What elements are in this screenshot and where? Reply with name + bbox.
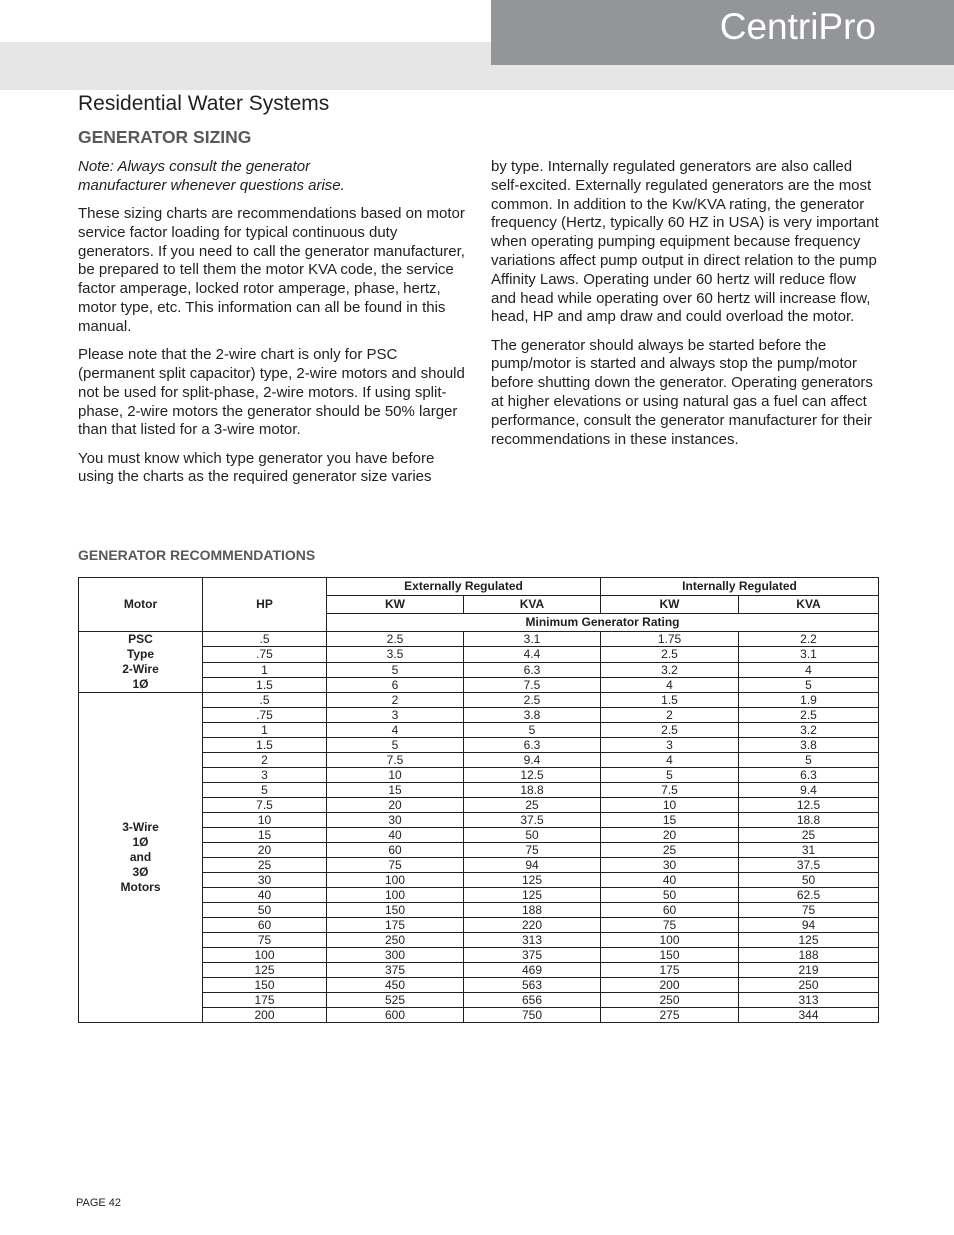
int-kva-cell: 313 xyxy=(739,993,879,1008)
motor-group-label-line: 1Ø xyxy=(132,677,149,691)
ext-kw-cell: 15 xyxy=(327,783,464,798)
int-kw-cell: 100 xyxy=(601,933,739,948)
hp-cell: 15 xyxy=(203,828,327,843)
ext-kw-cell: 60 xyxy=(327,843,464,858)
ext-kw-cell: 3.5 xyxy=(327,647,464,662)
ext-kw-cell: 5 xyxy=(327,738,464,753)
paragraph: You must know which type generator you have before using the charts as the required generator size varies xyxy=(78,449,435,486)
motor-group-label-line: PSC xyxy=(128,632,153,646)
ext-kva-cell: 563 xyxy=(464,978,601,993)
int-kva-cell: 9.4 xyxy=(739,783,879,798)
ext-kva-cell: 3.8 xyxy=(464,708,601,723)
ext-kw-cell: 5 xyxy=(327,662,464,677)
hp-cell: 125 xyxy=(203,963,327,978)
ext-kw-cell: 2.5 xyxy=(327,632,464,647)
ext-kw-cell: 10 xyxy=(327,768,464,783)
header-ext-kva: KVA xyxy=(464,596,601,614)
hp-cell: 7.5 xyxy=(203,798,327,813)
hp-cell: 60 xyxy=(203,918,327,933)
motor-group-label-line: 2-Wire xyxy=(122,662,159,676)
ext-kw-cell: 525 xyxy=(327,993,464,1008)
ext-kw-cell: 40 xyxy=(327,828,464,843)
hp-cell: 1.5 xyxy=(203,738,327,753)
hp-cell: 40 xyxy=(203,888,327,903)
ext-kva-cell: 50 xyxy=(464,828,601,843)
ext-kva-cell: 3.1 xyxy=(464,632,601,647)
header-internally-regulated: Internally Regulated xyxy=(601,578,879,596)
int-kva-cell: 37.5 xyxy=(739,858,879,873)
section-title: Residential Water Systems xyxy=(78,92,330,115)
motor-group-label xyxy=(79,632,203,693)
brand-banner xyxy=(491,0,954,65)
table-row xyxy=(79,693,879,708)
int-kw-cell: 30 xyxy=(601,858,739,873)
hp-cell: .75 xyxy=(203,647,327,662)
ext-kw-cell: 75 xyxy=(327,858,464,873)
header-hp: HP xyxy=(203,578,327,632)
int-kva-cell: 2.5 xyxy=(739,708,879,723)
int-kva-cell: 94 xyxy=(739,918,879,933)
int-kw-cell: 50 xyxy=(601,888,739,903)
ext-kw-cell: 2 xyxy=(327,693,464,708)
ext-kw-cell: 600 xyxy=(327,1008,464,1023)
int-kva-cell: 75 xyxy=(739,903,879,918)
int-kw-cell: 1.75 xyxy=(601,632,739,647)
int-kw-cell: 275 xyxy=(601,1008,739,1023)
ext-kw-cell: 7.5 xyxy=(327,753,464,768)
hp-cell: 1 xyxy=(203,662,327,677)
generator-table xyxy=(78,577,879,1023)
ext-kva-cell: 7.5 xyxy=(464,677,601,692)
hp-cell: 25 xyxy=(203,858,327,873)
motor-group-label xyxy=(79,693,203,1023)
int-kva-cell: 250 xyxy=(739,978,879,993)
int-kva-cell: 3.1 xyxy=(739,647,879,662)
int-kw-cell: 4 xyxy=(601,677,739,692)
ext-kw-cell: 150 xyxy=(327,903,464,918)
int-kw-cell: 75 xyxy=(601,918,739,933)
int-kva-cell: 125 xyxy=(739,933,879,948)
int-kva-cell: 5 xyxy=(739,677,879,692)
ext-kva-cell: 375 xyxy=(464,948,601,963)
int-kw-cell: 5 xyxy=(601,768,739,783)
ext-kva-cell: 656 xyxy=(464,993,601,1008)
ext-kva-cell: 37.5 xyxy=(464,813,601,828)
int-kw-cell: 2 xyxy=(601,708,739,723)
ext-kva-cell: 9.4 xyxy=(464,753,601,768)
brand-logo: CentriPro xyxy=(719,6,876,47)
hp-cell: 30 xyxy=(203,873,327,888)
int-kw-cell: 7.5 xyxy=(601,783,739,798)
int-kw-cell: 150 xyxy=(601,948,739,963)
header-int-kw: KW xyxy=(601,596,739,614)
ext-kva-cell: 750 xyxy=(464,1008,601,1023)
int-kva-cell: 1.9 xyxy=(739,693,879,708)
left-column xyxy=(78,158,468,497)
hp-cell: 50 xyxy=(203,903,327,918)
ext-kw-cell: 100 xyxy=(327,888,464,903)
int-kva-cell: 25 xyxy=(739,828,879,843)
ext-kva-cell: 5 xyxy=(464,723,601,738)
table-body xyxy=(79,632,879,1023)
int-kva-cell: 344 xyxy=(739,1008,879,1023)
hp-cell: 20 xyxy=(203,843,327,858)
header-minimum-rating: Minimum Generator Rating xyxy=(327,614,879,632)
hp-cell: .5 xyxy=(203,632,327,647)
header-motor: Motor xyxy=(79,578,203,632)
note-text: Note: Always consult the generator manufacturer whenever questions arise. xyxy=(78,158,345,194)
hp-cell: 75 xyxy=(203,933,327,948)
table-title: GENERATOR RECOMMENDATIONS xyxy=(78,547,316,563)
ext-kva-cell: 4.4 xyxy=(464,647,601,662)
header-externally-regulated: Externally Regulated xyxy=(327,578,601,596)
hp-cell: .5 xyxy=(203,693,327,708)
ext-kva-cell: 313 xyxy=(464,933,601,948)
int-kva-cell: 62.5 xyxy=(739,888,879,903)
hp-cell: 175 xyxy=(203,993,327,1008)
hp-cell: 1.5 xyxy=(203,677,327,692)
motor-group-label-line: and xyxy=(129,850,152,864)
int-kva-cell: 6.3 xyxy=(739,768,879,783)
ext-kw-cell: 30 xyxy=(327,813,464,828)
ext-kw-cell: 6 xyxy=(327,677,464,692)
paragraph: by type. Internally regulated generators are also called self-excited. Externally regulated generators are the most common. In addition to the Kw/KVA rating, the generator frequency (Hertz, typically 60 HZ in USA) is very important when operating pumping equipment because frequency variations affect pump output in direct relation to the pump Affinity Laws. Operating under 60 hertz will reduce flow and head while operating over 60 hertz will increase flow, head, HP and amp draw and could overload the motor. xyxy=(491,158,879,326)
header-int-kva: KVA xyxy=(739,596,879,614)
int-kw-cell: 2.5 xyxy=(601,723,739,738)
ext-kw-cell: 250 xyxy=(327,933,464,948)
int-kva-cell: 5 xyxy=(739,753,879,768)
header-ext-kw: KW xyxy=(327,596,464,614)
article-title: GENERATOR SIZING xyxy=(78,127,252,147)
paragraph: Please note that the 2-wire chart is only for PSC (permanent split capacitor) type, 2-wire motors and should not be used for split-phase, 2-wire motors. If using split-phase, 2-wire motors the generator should be 50% larger than that listed for a 3-wire motor. xyxy=(78,346,465,439)
motor-group-label-line: 3Ø xyxy=(132,865,149,879)
motor-group-label-line: 3-Wire xyxy=(122,820,159,834)
hp-cell: .75 xyxy=(203,708,327,723)
right-column xyxy=(491,158,883,459)
ext-kva-cell: 75 xyxy=(464,843,601,858)
ext-kva-cell: 18.8 xyxy=(464,783,601,798)
motor-group-label-line: 1Ø xyxy=(132,835,149,849)
int-kva-cell: 31 xyxy=(739,843,879,858)
int-kw-cell: 200 xyxy=(601,978,739,993)
hp-cell: 3 xyxy=(203,768,327,783)
int-kva-cell: 3.2 xyxy=(739,723,879,738)
int-kva-cell: 18.8 xyxy=(739,813,879,828)
table-row xyxy=(79,632,879,647)
ext-kw-cell: 300 xyxy=(327,948,464,963)
int-kw-cell: 10 xyxy=(601,798,739,813)
ext-kw-cell: 3 xyxy=(327,708,464,723)
int-kva-cell: 4 xyxy=(739,662,879,677)
int-kva-cell: 219 xyxy=(739,963,879,978)
hp-cell: 200 xyxy=(203,1008,327,1023)
ext-kva-cell: 12.5 xyxy=(464,768,601,783)
ext-kw-cell: 375 xyxy=(327,963,464,978)
ext-kw-cell: 175 xyxy=(327,918,464,933)
motor-group-label-line: Type xyxy=(126,647,155,661)
hp-cell: 2 xyxy=(203,753,327,768)
int-kw-cell: 1.5 xyxy=(601,693,739,708)
int-kw-cell: 3 xyxy=(601,738,739,753)
ext-kva-cell: 125 xyxy=(464,888,601,903)
int-kva-cell: 188 xyxy=(739,948,879,963)
ext-kva-cell: 25 xyxy=(464,798,601,813)
motor-group-label-line: Motors xyxy=(120,880,161,894)
hp-cell: 1 xyxy=(203,723,327,738)
paragraph: The generator should always be started before the pump/motor is started and always stop the pump/motor before shutting down the generator. Operating generators at higher elevations or using natural gas a fuel can affect performance, consult the generator manufacturer for their recommendations in these instances. xyxy=(491,336,873,448)
hp-cell: 5 xyxy=(203,783,327,798)
int-kw-cell: 2.5 xyxy=(601,647,739,662)
ext-kw-cell: 450 xyxy=(327,978,464,993)
hp-cell: 150 xyxy=(203,978,327,993)
hp-cell: 10 xyxy=(203,813,327,828)
page-number: PAGE 42 xyxy=(76,1197,122,1209)
int-kva-cell: 3.8 xyxy=(739,738,879,753)
int-kw-cell: 3.2 xyxy=(601,662,739,677)
ext-kva-cell: 6.3 xyxy=(464,738,601,753)
int-kw-cell: 250 xyxy=(601,993,739,1008)
int-kw-cell: 40 xyxy=(601,873,739,888)
ext-kva-cell: 469 xyxy=(464,963,601,978)
ext-kva-cell: 6.3 xyxy=(464,662,601,677)
paragraph: These sizing charts are recommendations based on motor service factor loading for typical continuous duty generators. If you need to call the generator manufacturer, be prepared to tell them the motor KVA code, the service factor amperage, locked rotor amperage, phase, hertz, motor type, etc. This information can all be found in this manual. xyxy=(78,205,465,335)
ext-kva-cell: 188 xyxy=(464,903,601,918)
ext-kw-cell: 100 xyxy=(327,873,464,888)
ext-kva-cell: 125 xyxy=(464,873,601,888)
int-kw-cell: 175 xyxy=(601,963,739,978)
int-kva-cell: 12.5 xyxy=(739,798,879,813)
ext-kw-cell: 4 xyxy=(327,723,464,738)
int-kw-cell: 15 xyxy=(601,813,739,828)
int-kw-cell: 25 xyxy=(601,843,739,858)
int-kva-cell: 50 xyxy=(739,873,879,888)
int-kva-cell: 2.2 xyxy=(739,632,879,647)
ext-kva-cell: 2.5 xyxy=(464,693,601,708)
ext-kva-cell: 220 xyxy=(464,918,601,933)
int-kw-cell: 20 xyxy=(601,828,739,843)
int-kw-cell: 4 xyxy=(601,753,739,768)
hp-cell: 100 xyxy=(203,948,327,963)
int-kw-cell: 60 xyxy=(601,903,739,918)
ext-kva-cell: 94 xyxy=(464,858,601,873)
ext-kw-cell: 20 xyxy=(327,798,464,813)
